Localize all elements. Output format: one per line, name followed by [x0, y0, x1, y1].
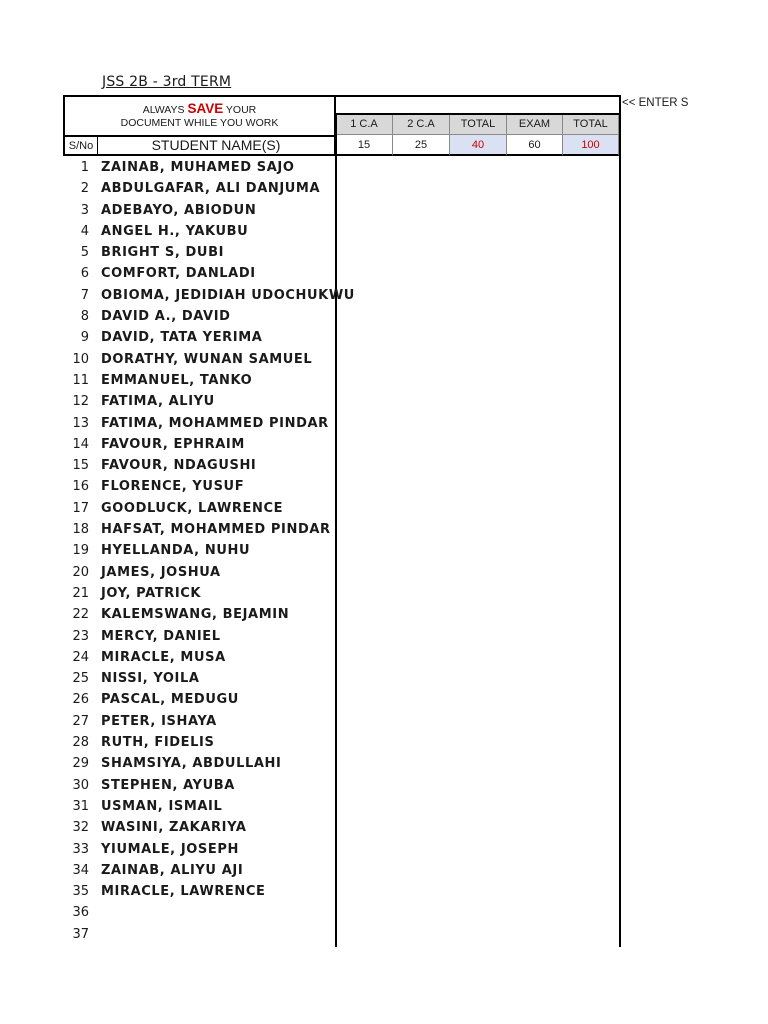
- serial-number: 35: [72, 884, 89, 900]
- student-name: YIUMALE, JOSEPH: [101, 841, 239, 857]
- student-row[interactable]: [63, 413, 335, 434]
- student-name: FATIMA, MOHAMMED PINDAR: [101, 415, 329, 431]
- sheet-title: JSS 2B - 3rd TERM: [102, 74, 232, 90]
- student-name: FLORENCE, YUSUF: [101, 479, 245, 495]
- student-name: BRIGHT S, DUBI: [101, 245, 225, 261]
- student-row[interactable]: [63, 775, 335, 796]
- serial-number: 32: [72, 820, 89, 836]
- student-name: NISSI, YOILA: [101, 671, 200, 687]
- student-name: EMMANUEL, TANKO: [101, 372, 253, 388]
- student-name: KALEMSWANG, BEJAMIN: [101, 607, 290, 623]
- serial-number: 4: [80, 223, 89, 239]
- student-row[interactable]: [63, 242, 335, 263]
- student-name: HAFSAT, MOHAMMED PINDAR: [101, 522, 331, 538]
- student-row[interactable]: [63, 498, 335, 519]
- student-name: FAVOUR, EPHRAIM: [101, 436, 245, 452]
- student-row[interactable]: [63, 732, 335, 753]
- max-score-ca-total: 40: [450, 135, 507, 156]
- student-row[interactable]: [63, 285, 355, 306]
- student-name: SHAMSIYA, ABDULLAHI: [101, 756, 282, 772]
- student-row[interactable]: [63, 668, 335, 689]
- student-row[interactable]: [63, 455, 335, 476]
- save-reminder-line1: [65, 102, 334, 117]
- col-header-grand-total: TOTAL: [563, 115, 619, 135]
- serial-number: 10: [72, 351, 89, 367]
- student-name-header: STUDENT NAME(S): [98, 135, 336, 156]
- student-row[interactable]: [63, 178, 335, 199]
- col-header-1ca: 1 C.A: [336, 115, 393, 135]
- student-name: GOODLUCK, LAWRENCE: [101, 500, 284, 516]
- student-name: ADEBAYO, ABIODUN: [101, 202, 257, 218]
- serial-number: 30: [72, 777, 89, 793]
- student-row[interactable]: [63, 647, 335, 668]
- student-name: FATIMA, ALIYU: [101, 394, 215, 410]
- student-row[interactable]: [63, 881, 335, 902]
- student-name: MIRACLE, MUSA: [101, 649, 226, 665]
- student-row[interactable]: [63, 860, 335, 881]
- student-row[interactable]: [63, 604, 335, 625]
- student-name: RUTH, FIDELIS: [101, 735, 215, 751]
- max-score-1ca: 15: [336, 135, 393, 156]
- student-name: PETER, ISHAYA: [101, 713, 217, 729]
- student-row[interactable]: [63, 200, 335, 221]
- student-row[interactable]: [63, 391, 335, 412]
- student-row[interactable]: [63, 221, 335, 242]
- col-header-exam: EXAM: [507, 115, 563, 135]
- serial-number: 23: [72, 628, 89, 644]
- student-row[interactable]: [63, 519, 335, 540]
- serial-number: 8: [80, 309, 89, 325]
- max-score-exam: 60: [507, 135, 563, 156]
- save-reminder-line2: DOCUMENT WHILE YOU WORK: [120, 117, 279, 129]
- serial-number: 22: [72, 607, 89, 623]
- student-name: ANGEL H., YAKUBU: [101, 223, 249, 239]
- serial-number: 12: [72, 394, 89, 410]
- student-row[interactable]: [63, 327, 335, 348]
- max-score-2ca: 25: [393, 135, 450, 156]
- serial-number: 11: [72, 372, 89, 388]
- serial-number: 20: [72, 564, 89, 580]
- student-name: OBIOMA, JEDIDIAH UDOCHUKWU: [101, 287, 355, 303]
- serial-number: 6: [80, 266, 89, 282]
- student-row[interactable]: [63, 540, 335, 561]
- student-name: MIRACLE, LAWRENCE: [101, 884, 266, 900]
- student-name: ABDULGAFAR, ALI DANJUMA: [101, 181, 321, 197]
- serial-number: 17: [72, 500, 89, 516]
- name-column-border: [335, 115, 337, 947]
- student-name: ZAINAB, ALIYU AJI: [101, 862, 244, 878]
- serial-number: 36: [72, 905, 89, 921]
- student-row[interactable]: [63, 562, 335, 583]
- student-row[interactable]: [63, 924, 335, 945]
- serial-number: 5: [80, 245, 89, 261]
- reminder-text-pre: ALWAYS: [142, 104, 188, 116]
- student-row[interactable]: [63, 839, 335, 860]
- student-name: DAVID, TATA YERIMA: [101, 330, 263, 346]
- max-score-grand-total: 100: [563, 135, 619, 156]
- student-row[interactable]: [63, 370, 335, 391]
- serial-number: 29: [72, 756, 89, 772]
- score-input-bar[interactable]: [336, 95, 621, 115]
- student-name: JOY, PATRICK: [101, 585, 202, 601]
- student-row[interactable]: [63, 626, 335, 647]
- student-row[interactable]: [63, 476, 335, 497]
- serial-number: 13: [72, 415, 89, 431]
- student-name: PASCAL, MEDUGU: [101, 692, 239, 708]
- student-row[interactable]: [63, 817, 335, 838]
- student-name: WASINI, ZAKARIYA: [101, 820, 247, 836]
- student-row[interactable]: [63, 902, 335, 923]
- serial-number: 27: [72, 713, 89, 729]
- serial-number: 28: [72, 735, 89, 751]
- student-row[interactable]: [63, 157, 335, 178]
- serial-number: 33: [72, 841, 89, 857]
- student-name: FAVOUR, NDAGUSHI: [101, 458, 257, 474]
- serial-number: 37: [72, 926, 89, 942]
- col-header-2ca: 2 C.A: [393, 115, 450, 135]
- student-row[interactable]: [63, 306, 335, 327]
- serial-number: 2: [80, 181, 89, 197]
- serial-number: 34: [72, 862, 89, 878]
- serial-number: 19: [72, 543, 89, 559]
- col-header-ca-total: TOTAL: [450, 115, 507, 135]
- student-name: ZAINAB, MUHAMED SAJO: [101, 160, 295, 175]
- student-name: STEPHEN, AYUBA: [101, 777, 235, 793]
- serial-number: 21: [72, 585, 89, 601]
- student-list: [63, 157, 355, 945]
- reminder-text-post: YOUR: [223, 104, 257, 116]
- student-name: USMAN, ISMAIL: [101, 798, 223, 814]
- serial-number: 31: [72, 798, 89, 814]
- student-row[interactable]: [63, 263, 335, 284]
- save-reminder: [63, 95, 336, 135]
- student-name: HYELLANDA, NUHU: [101, 543, 251, 559]
- serial-number: 3: [80, 202, 89, 218]
- serial-number: 24: [72, 649, 89, 665]
- serial-number: 16: [72, 479, 89, 495]
- student-name: COMFORT, DANLADI: [101, 266, 256, 282]
- serial-number: 15: [72, 458, 89, 474]
- score-area-border: [619, 115, 621, 947]
- student-row[interactable]: [63, 689, 335, 710]
- serial-number: 7: [80, 287, 89, 303]
- enter-score-note: << ENTER S: [622, 97, 689, 109]
- serial-number: 9: [80, 330, 89, 346]
- sno-header: S/No: [63, 135, 98, 156]
- student-row[interactable]: [63, 753, 335, 774]
- student-row[interactable]: [63, 583, 335, 604]
- student-name: MERCY, DANIEL: [101, 628, 221, 644]
- student-row[interactable]: [63, 349, 335, 370]
- serial-number: 25: [72, 671, 89, 687]
- score-sheet: [63, 95, 621, 947]
- student-name: DORATHY, WUNAN SAMUEL: [101, 351, 313, 367]
- serial-number: 1: [80, 160, 89, 175]
- serial-number: 26: [72, 692, 89, 708]
- student-row[interactable]: [63, 711, 335, 732]
- student-row[interactable]: [63, 796, 335, 817]
- student-name: JAMES, JOSHUA: [101, 564, 221, 580]
- serial-number: 14: [72, 436, 89, 452]
- save-emphasis: SAVE: [187, 101, 224, 116]
- serial-number: 18: [72, 522, 89, 538]
- student-name: DAVID A., DAVID: [101, 309, 231, 325]
- student-row[interactable]: [63, 434, 335, 455]
